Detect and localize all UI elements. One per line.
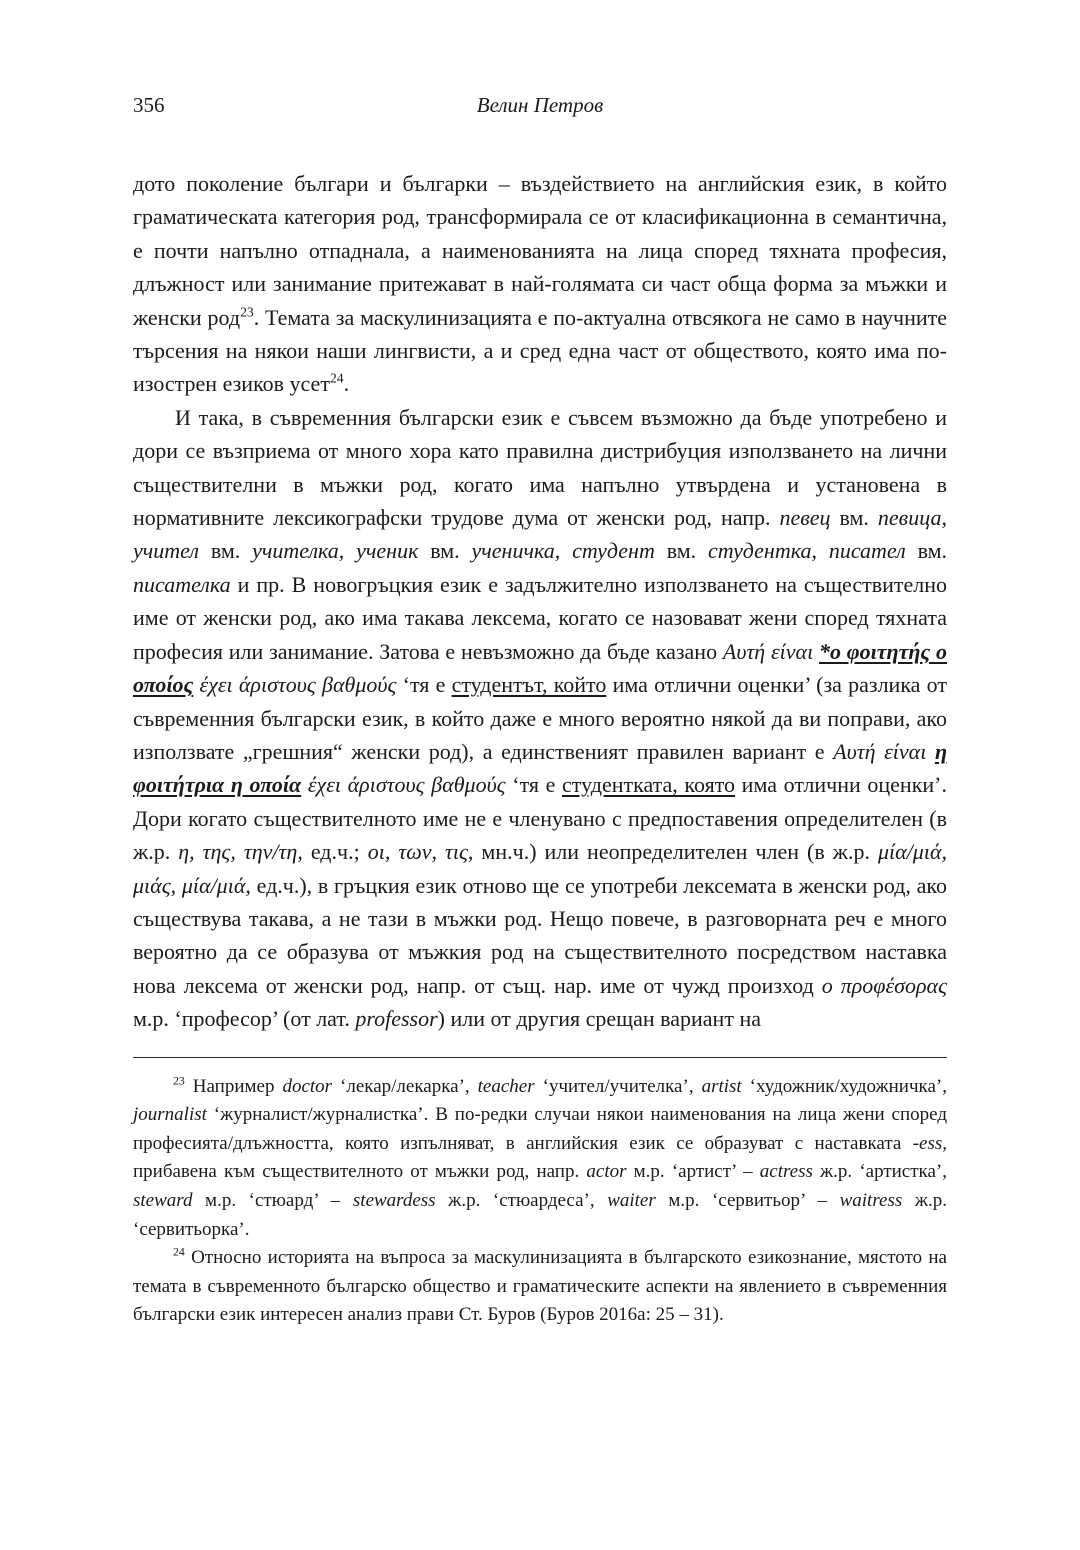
page-content — [133, 93, 947, 1330]
body-paragraph-continuation: дото поколение българи и българки – въздействието на английския език, в който граматическата категория род, трансформирала се от класификационна в семантична, е почти напълно отпаднала, а наименованията на лица според тяхната професия, длъжност или занимание притежават в най-голямата си част обща форма за мъжки и женски род$^{23}$. Темата за маскулинизацията е по-актуална отвсякога не само в научните търсения на някои наши лингвисти, а и сред една част от обществото, която има по-изострен езиков усет$^{24}$. — [133, 171, 948, 397]
footnote-23: $^{23}$ Например doctor ‘лекар/лекарка’, teacher ‘учител/учителка’, artist ‘художник/художничка’, journalist ‘журналист/журналистка’. В по-редки случаи някои наименования на лица жени според професията/длъжността, която изпълняват, в английския език се образуват с наставката -ess, прибавена към съществителното от мъжки род, напр. actor м.р. ‘артист’ – actress ж.р. ‘артистка’, steward м.р. ‘стюард’ – stewardess ж.р. ‘стюардеса’, waiter м.р. ‘сервитьор’ – waitress ж.р. ‘сервитьорка’. — [133, 1074, 947, 1240]
footnotes-section — [133, 1057, 947, 1330]
page-number: 356 — [133, 93, 165, 117]
running-head: Велин Петров — [476, 93, 604, 117]
footnote-24: $^{24}$ Относно историята на въпроса за маскулинизацията в българското езикознание, мястото на темата в съвременното българско общество и граматическите аспекти на явлението в съвременния български език интересен анализ прави Ст. Буров (Буров 2016а: 25 – 31). — [133, 1245, 947, 1326]
body-paragraph-main: И така, в съвременния български език е съвсем възможно да бъде употребено и дори се възприема от много хора като правилна дистрибуция използването на лични съществителни в мъжки род, когато има напълно утвърдена и установена в нормативните лексикографски трудове дума от женски род, напр. певец вм. певица, учител вм. учителка, ученик вм. ученичка, студент вм. студентка, писател вм. писателка и пр. В новогръцкия език е задължително използването на съществително име от женски род, ако има такава лексема, когато се назовават жени според тяхната професия или занимание. Затова е невъзможно да бъде казано Αυτή είναι *ο φοιτητής ο οποίος έχει άριστους βαθμούς ‘тя е студентът, който има отлични оценки’ (за разлика от съвременния български език, в който даже е много вероятно някой да ви поправи, ако използвате „грешния“ женски род), а единственият правилен вариант е Αυτή είναι η φοιτήτρια η οποία έχει άριστους βαθμούς ‘тя е студентката, която има отлични оценки’. Дори когато съществителното име не е членувано с предпоставения определителен (в ж.р. η, της, την/τη, ед.ч.; οι, των, τις, мн.ч.) или неопределителен член (в ж.р. μία/μιά, μιάς, μία/μιά, ед.ч.), в гръцкия език отново ще се употреби лексемата в женски род, ако съществува такава, а не тази в мъжки род. Нещо повече, в разговорната реч е много вероятно да се образува от мъжкия род на съществителното посредством наставка нова лексема от женски род, напр. от същ. нар. име от чужд произход ο προφέσορας м.р. ‘професор’ (от лат. professor) или от другия срещан вариант на — [133, 404, 948, 1032]
footnote-divider — [133, 1057, 947, 1058]
page-header — [133, 93, 947, 123]
body-text — [133, 167, 947, 1036]
